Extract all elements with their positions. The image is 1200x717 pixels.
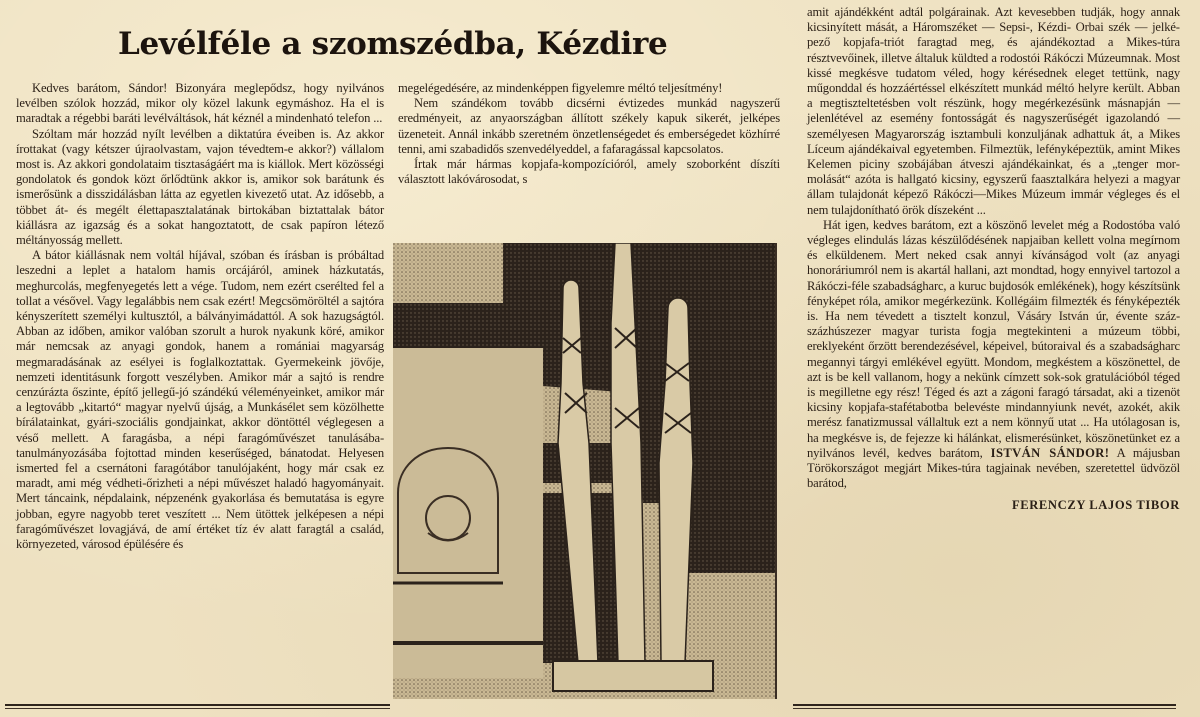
paragraph: Szóltam már hozzád nyílt levélben a diktatúra éveiben is. Az akkor írottakat (vagy kétszer újraolvastam, vajon tévedtem-e akkor?) vállalom most is. Az akkori gondolataim tisztaságáért ma is kiállok. Mert közösségi gondolatok és gondok közt őrlődtünk akkor is, amikor sok barátunk és ismerősünk a disszidálásban látta az egyetlen kivezető utat. Az idősebb, a többet át- és megélt élettapasztalatának birtokában biztattalak bátor kiállásra az igazság és a sokat hangoztatott, de csak papíron létező méltányosság mellett. (16, 126, 384, 248)
photo-illustration (393, 243, 775, 699)
kopjafa-photo (393, 243, 777, 699)
addressee-name: ISTVÁN SÁNDOR! (990, 445, 1110, 460)
paragraph-text: Hát igen, kedves barátom, ezt a köszönő levelet még a Rodostóba való végleges elindulás lázas készülődésének napjaiban kellett volna megírnom és elküldenem. Mert neked csak annyi kívánságod volt (az anyagi honoráriumról nem is akartál hallani, azt mondtad, hogy ennyivel tartozol a Rákóczi-féle szabadságharc, a kuruc bujdosók emlékének), hogy készítsünk fényképet róla, amikor megérkezünk. Kollégáim filmezték és fényképezték is. Ha nem tévedett a tisztelt konzul, Vásáry István úr, évente száz-százhúszezer magyar turista fogja megtekinteni a múzeum többi, ereklyeként őrzött berendezésével, képeivel, bútoraival és a szabadságharc megannyi tárgyi emlékével együtt. Mondom, megkéstem a köszönettel, de azt is be kell vallanom, hogy a nekünk címzett sok-sok gratulációból téged is megilletne egy rész! Téged és azt a zágoni faragó társadat, aki a tizenöt kicsiny kopjafa-stafétabotba belevéste mindannyiunk nevét, azokét, akik merész fanatizmussal vállaltuk ezt a nem könnyű utat ... Ha utólagosan is, ha megkésve is, de fejezze ki hálánkat, elismerésünket, köszönetünket ez a nyilvános levél, kedves barátom, (807, 217, 1180, 460)
paragraph: A bátor kiállásnak nem voltál híjával, szóban és írásban is próbáltad leszedni a leplet a hatalom hamis orcájáról, aminek házkutatás, meghurcolás, megfenyegetés lett a vége. Tudom, nem ezért cserélted fel a tollat a vésővel. Vagy legalábbis nem csak ezért! Megcsömöröltél a sajtóra kényszerített személyi kultusztól, a bálványimádattól. A sok hazugságtól. Abban az időben, amikor valóban szorult a hurok nyakunk köré, amikor már nemcsak az anyagi gondok, hanem a romániai magyarság megmaradásának az esélyei is foglalkoztattak. Gyermekeink jövője, nemzeti identitásunk forgott veszélyben. Amikor már a sajtó is rendre cenzúrázta őszinte, építő jellegű-jó szándékú véleményeinket, amikor már a legtovább „kitartó“ magyar nyelvű újság, a Munkásélet sem közölhette bírálatainkat, gyári-szociális gondjainkat, akkor döntöttél véglegesen a véső mellett. A faragásba, a népi faragóművészet tanulásába-tanulmányozásába fojtottad minden keserűséged, bánatodat. Helyesen ismerted fel a csernátoni faragótábor tanulójaként, hogy már csak ez maradt, ami még védheti-őrizheti a népi művészet haladó hagyományait. Mert táncaink, népdalaink, népzenénk gyakorlása és bemutatása is egyre jobban, egyre nagyobb teret veszített ... Nem ütöttek jelképesen a népi faragóművészet lovagjává, de amí értéket tíz év alatt faragtál a család, környezeted, városod épülésére és (16, 248, 384, 552)
author-signature: FERENCZY LAJOS TIBOR (1011, 497, 1180, 512)
paragraph: megelégedésére, az mindenképpen figyelemre méltó teljesítmény! (398, 81, 723, 95)
paragraph: amit ajándékként adtál polgárainak. Azt kevesebben tudják, hogy annak kicsinyített mását, a Háromszéket — Sepsi-, Kézdi- Orbai szék — jelképező kopjafa-triót faragtad meg, és ajándékoztad a Mikes-túra résztvevőinek, illetve általuk küldted a rodostói Rákóczi Múzeumnak. Most kissé megkésve tudatom véled, hogy kérésednek eleget tettünk, nagy műgonddal és hozzáértéssel elkészített munkád méltó helyre került. Abban a megtiszteltetésben volt részünk, hogy megérkezésünk másnapján — jelenlétével az esemény fontosságát és nagyszerűségét igazolandó — személyesen Magyarország isztambuli konzuljának adhattuk át, a Mikes Líceum ajándékaival egyetemben. Filmeztük, lefényképeztük, amint Mikes Kelemen piciny szobájában átveszi ajándékainkat, és a „tenger mormolását“ azóta is hallgató kicsiny, egyszerű faasztalkára helyezi a magyar állam tulajdonát képező Rákóczi—Mikes Múzeum immár végleges és el nem tulajdonítható örök díszeként ... (807, 5, 1180, 217)
paragraph (807, 218, 1180, 492)
bottom-rule-right-thin (793, 708, 1176, 709)
bottom-rule-left (5, 704, 390, 706)
paragraph: Nem szándékom tovább dicsérni évtizedes munkád nagyszerű eredményeit, az anyaországban állított székely kapuk sikerét, jelképes üzeneteit. Annál inkább szeretném önzetlenségedet és emberségedet közhírré tenni, ami szabadidős szenvedélyeddel, a fafaragással kapcsolatos. (398, 96, 780, 156)
paragraph: Írtak már hármas kopjafa-kompozícióról, amely szoborként díszíti választott lakóvárosodat, s (398, 157, 780, 187)
column-1 (16, 81, 384, 552)
paragraph: Kedves barátom, Sándor! Bizonyára meglepődsz, hogy nyilvános levélben szólok hozzád, mikor oly közel lakunk egymáshoz. Ha el is maradtak a régebbi baráti levélváltások, hát kéznél a mindenható telefon ... (16, 81, 384, 126)
article-title: Levélféle a szomszédba, Kézdire (118, 26, 668, 62)
bottom-rule-right (793, 704, 1176, 706)
column-3 (807, 5, 1180, 513)
bottom-rule-left-thin (5, 708, 390, 709)
column-2 (398, 81, 780, 187)
closing-text: A májusban Törökországot megjárt Mikes-túra tagjainak nevében, szeretettel üdvözöl barátod, (807, 445, 1181, 491)
